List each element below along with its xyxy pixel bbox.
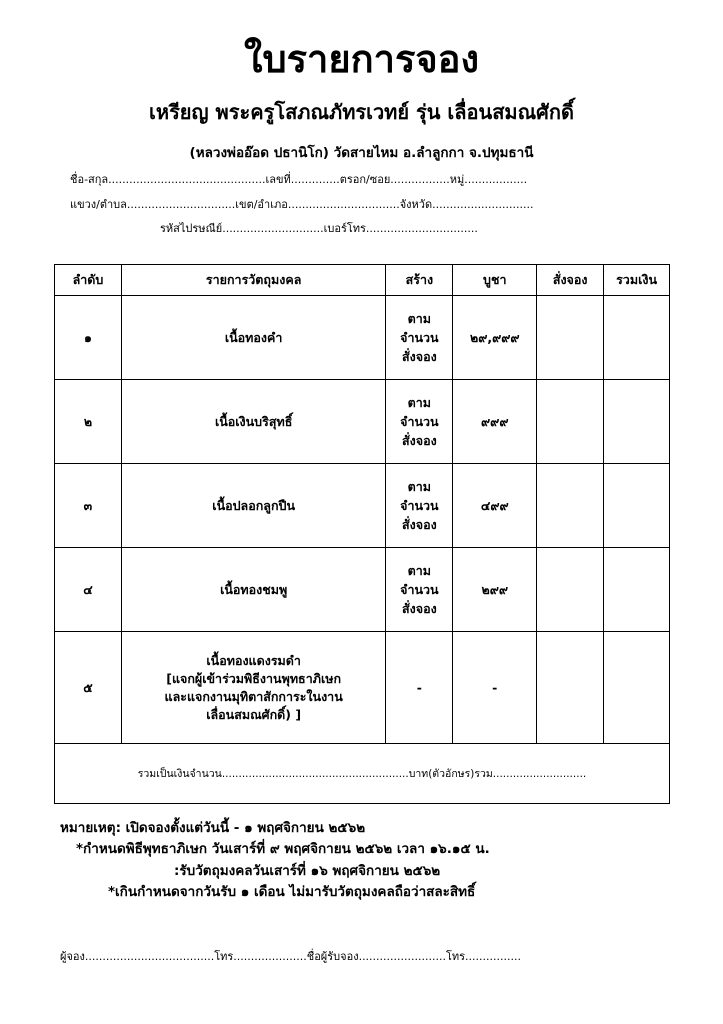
row-order-cell[interactable] [537, 380, 604, 464]
make-line: จำนวน [400, 414, 439, 429]
note-pickup-date: :รับวัตถุมงคลวันเสาร์ที่ ๑๖ พฤศจิกายน ๒๕๖๒ [174, 863, 441, 879]
make-line: สั่งจอง [402, 433, 437, 448]
page-title: ใบรายการจอง [243, 37, 480, 81]
item-line: และแจกงานมุทิตาสักการะในงาน [164, 688, 343, 704]
row-make [386, 380, 453, 464]
row-no: ๕ [55, 632, 122, 744]
table-total-row [55, 744, 670, 804]
note-ceremony-date: *กำหนดพิธีพุทธาภิเษก วันเสาร์ที่ ๙ พฤศจิกายน ๒๕๖๒ เวลา ๑๖.๑๕ น. [76, 841, 490, 857]
row-order-cell[interactable] [537, 464, 604, 548]
row-make [386, 296, 453, 380]
note-forfeit: *เกินกำหนดจากวันรับ ๑ เดือน ไม่มารับวัตถุมงคลถือว่าสละสิทธิ์ [108, 884, 476, 900]
row-price: - [453, 632, 537, 744]
row-item: เนื้อทองคำ [121, 296, 385, 380]
temple-info: (หลวงพ่ออ๊อด ปธานิโก) วัดสายไหม อ.ลำลูกกา จ.ปทุมธานี [189, 145, 534, 161]
make-line: ตาม [407, 479, 432, 494]
row-item: เนื้อปลอกลูกปืน [121, 464, 385, 548]
row-total-cell[interactable] [604, 632, 670, 744]
order-table [54, 264, 670, 804]
item-line: เลื่อนสมณศักดิ์) ] [206, 706, 302, 722]
header-order: สั่งจอง [537, 265, 604, 296]
row-total-cell[interactable] [604, 548, 670, 632]
header-make: สร้าง [386, 265, 453, 296]
header-item: รายการวัตถุมงคล [121, 265, 385, 296]
row-price: ๔๙๙ [453, 464, 537, 548]
table-row [55, 464, 670, 548]
header-price: บูชา [453, 265, 537, 296]
table-header-row [55, 265, 670, 296]
footer-signature-line[interactable]: ผู้จอง.....................................โทร.....................ชื่อผู้รับจอง.........................โทร................ [60, 950, 521, 963]
item-line: เนื้อทองแดงรมดำ [206, 652, 301, 668]
row-total-cell[interactable] [604, 296, 670, 380]
row-no: ๔ [55, 548, 122, 632]
page-subtitle: เหรียญ พระครูโสภณภัทรเวทย์ รุ่น เลื่อนสมณศักดิ์ [149, 100, 574, 124]
make-line: สั่งจอง [402, 517, 437, 532]
row-make [386, 548, 453, 632]
row-price: ๒๙๙ [453, 548, 537, 632]
table-row [55, 380, 670, 464]
make-line: ตาม [407, 311, 432, 326]
note-heading: หมายเหตุ: เปิดจองตั้งแต่วันนี้ - ๑ พฤศจิกายน ๒๕๖๒ [60, 820, 366, 836]
row-make: - [386, 632, 453, 744]
row-item [121, 632, 385, 744]
row-price: ๒๙,๙๙๙ [453, 296, 537, 380]
row-total-cell[interactable] [604, 464, 670, 548]
row-no: ๓ [55, 464, 122, 548]
make-line: สั่งจอง [402, 349, 437, 364]
header-no: ลำดับ [55, 265, 122, 296]
row-no: ๑ [55, 296, 122, 380]
row-item: เนื้อทองชมพู [121, 548, 385, 632]
form-line-name-address[interactable]: ชื่อ-สกุล.............................................เลขที่..............ตรอก/ซอย.................หมู่.................. [70, 173, 528, 186]
total-line[interactable]: รวมเป็นเงินจำนวน........................................................บาท(ตัวอักษร)รวม............................ [55, 744, 670, 804]
row-no: ๒ [55, 380, 122, 464]
make-line: จำนวน [400, 498, 439, 513]
make-line: จำนวน [400, 582, 439, 597]
make-line: ตาม [407, 395, 432, 410]
row-total-cell[interactable] [604, 380, 670, 464]
make-line: จำนวน [400, 330, 439, 345]
form-line-district[interactable]: แขวง/ตำบล...............................เขต/อำเภอ................................จังหวัด............................. [70, 198, 534, 211]
form-line-postcode-phone[interactable]: รหัสไปรษณีย์.............................เบอร์โทร................................ [160, 222, 478, 235]
item-line: [แจกผู้เข้าร่วมพิธีงานพุทธาภิเษก [166, 670, 342, 686]
row-order-cell[interactable] [537, 632, 604, 744]
row-price: ๙๙๙ [453, 380, 537, 464]
row-make [386, 464, 453, 548]
header-total: รวมเงิน [604, 265, 670, 296]
row-order-cell[interactable] [537, 548, 604, 632]
table-row [55, 632, 670, 744]
row-order-cell[interactable] [537, 296, 604, 380]
table-row [55, 296, 670, 380]
row-item: เนื้อเงินบริสุทธิ์ [121, 380, 385, 464]
make-line: สั่งจอง [402, 601, 437, 616]
make-line: ตาม [407, 563, 432, 578]
table-row [55, 548, 670, 632]
